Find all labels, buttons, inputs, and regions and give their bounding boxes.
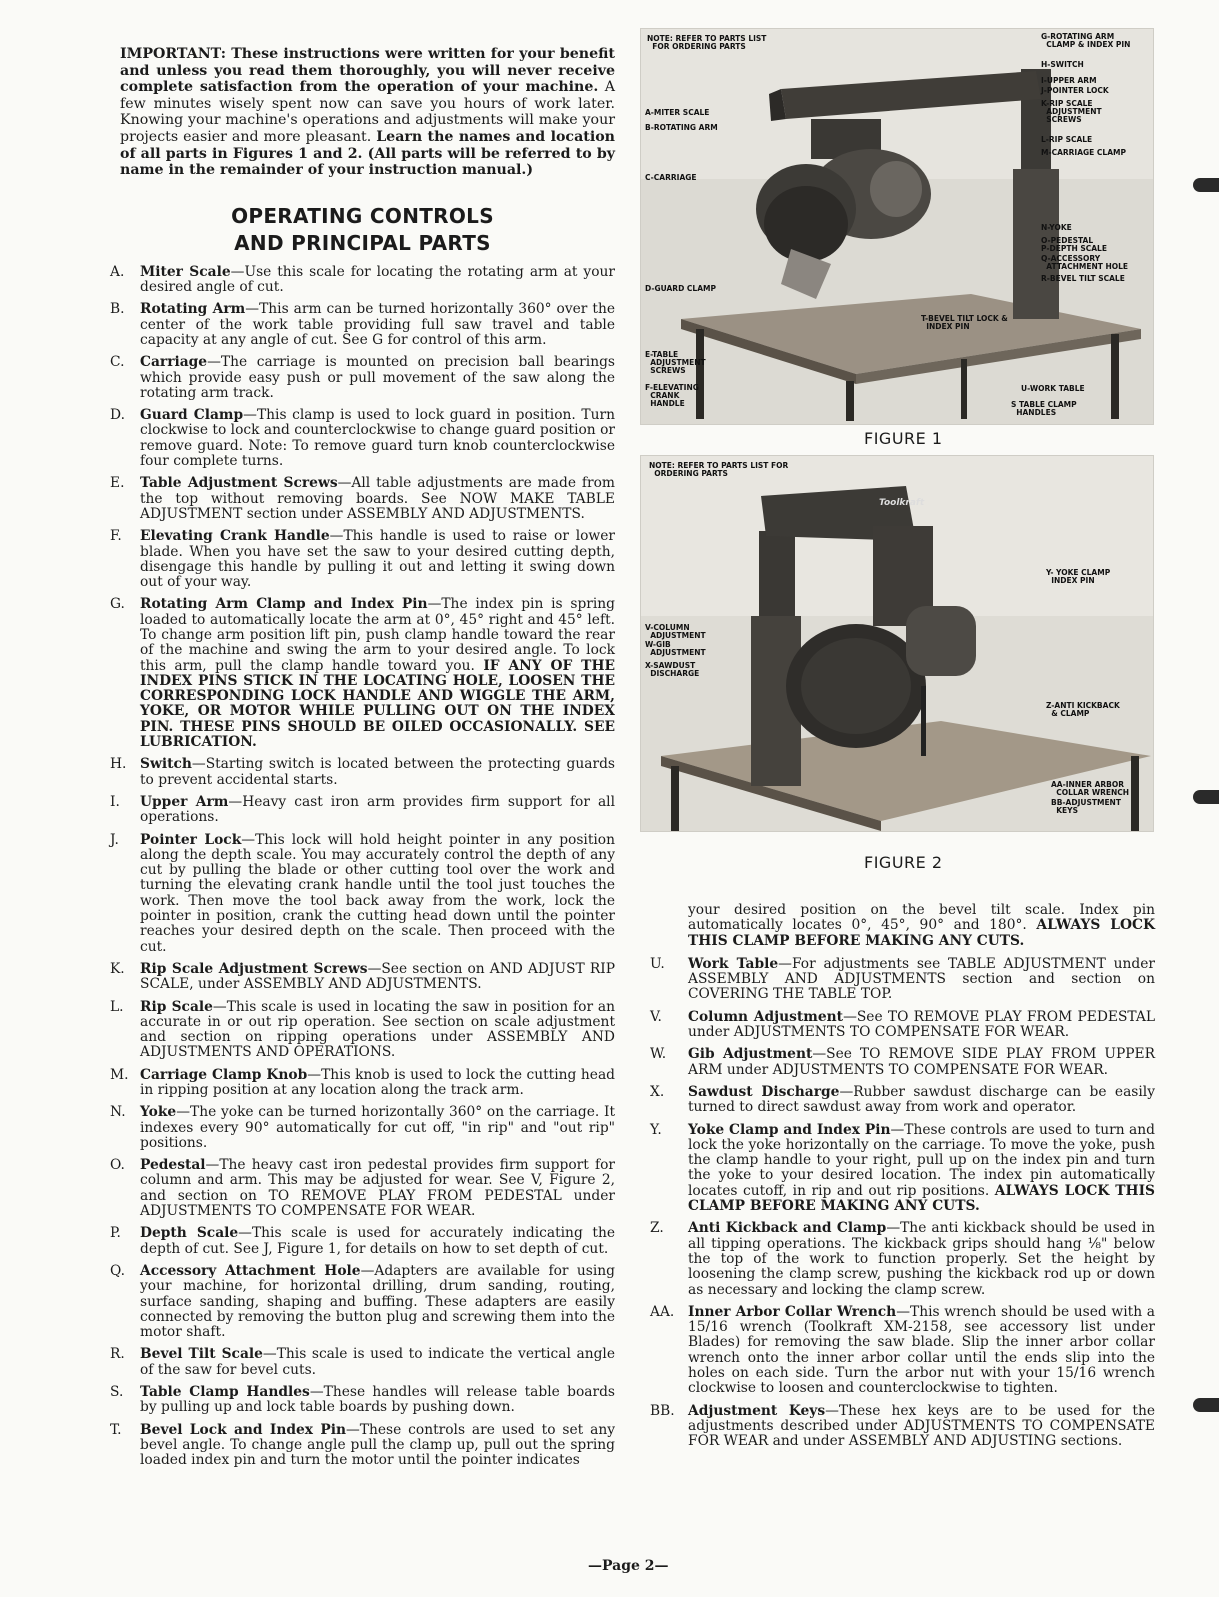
part-item bbox=[110, 1264, 615, 1340]
figure-callout-label: U-WORK TABLE bbox=[1021, 384, 1085, 393]
part-item bbox=[110, 795, 615, 826]
figure-2-caption: FIGURE 2 bbox=[864, 853, 943, 872]
part-letter: K. bbox=[110, 960, 125, 977]
part-item bbox=[650, 957, 1155, 1003]
part-item bbox=[650, 1123, 1155, 1215]
part-name: Rotating Arm bbox=[140, 301, 246, 318]
part-letter: V. bbox=[650, 1008, 662, 1025]
part-name: Pointer Lock bbox=[140, 831, 242, 848]
part-description bbox=[140, 597, 615, 750]
part-item bbox=[110, 529, 615, 590]
part-name: Guard Clamp bbox=[140, 407, 244, 424]
figure-callout-label: L-RIP SCALE bbox=[1041, 135, 1093, 144]
part-text: —This lock will hold height pointer in any position along the depth scale. You may accurately control the depth of any cut by pulling the blade or other cutting tool over the work and turning the elevating crank handle until the tool just touches the work. Then move the tool back away from the work, lock the pointer in position, crank the cutting head down until the pointer reaches your desired depth on the scale. Then proceed with the cut. bbox=[140, 831, 615, 955]
figure-1-photo bbox=[640, 28, 1154, 425]
part-item bbox=[110, 1385, 615, 1416]
part-item bbox=[110, 962, 615, 993]
part-letter: Q. bbox=[110, 1262, 126, 1279]
section-heading bbox=[110, 203, 615, 257]
part-text: —This scale is used in locating the saw in position for an accurate in or out rip operation. See section on scale adjustment and section on ripping operations under ASSEMBLY AND ADJUSTMENTS AND OPERATIONS. bbox=[140, 998, 615, 1061]
part-description bbox=[140, 757, 615, 788]
part-description bbox=[140, 1158, 615, 1219]
part-text: —For adjustments see TABLE ADJUSTMENT under ASSEMBLY AND ADJUSTMENTS section and section on COVERING THE TABLE TOP. bbox=[688, 955, 1156, 1003]
part-description bbox=[688, 1305, 1155, 1397]
part-description bbox=[140, 302, 615, 348]
part-letter: G. bbox=[110, 596, 125, 613]
part-letter: M. bbox=[110, 1066, 129, 1083]
figure-callout-label: B-ROTATING ARM bbox=[645, 123, 718, 132]
part-text: —The carriage is mounted on precision ball bearings which provide easy push or pull movement of the saw along the rotating arm track. bbox=[140, 354, 615, 401]
part-text: —All table adjustments are made from the top without removing boards. See NOW MAKE TABLE ADJUSTMENT section under ASSEMBLY AND ADJUSTMENTS. bbox=[140, 475, 616, 522]
part-name: Pedestal bbox=[140, 1157, 206, 1174]
part-text: —See section on AND ADJUST RIP SCALE, under ASSEMBLY AND ADJUSTMENTS. bbox=[140, 960, 615, 993]
part-description bbox=[140, 408, 615, 469]
part-item bbox=[110, 1423, 615, 1469]
part-item bbox=[650, 1010, 1155, 1041]
part-item bbox=[110, 355, 615, 401]
figure-callout-label: J-POINTER LOCK bbox=[1041, 86, 1109, 95]
part-letter: B. bbox=[110, 301, 125, 318]
part-description bbox=[688, 1010, 1155, 1041]
part-name: Work Table bbox=[688, 955, 779, 972]
part-description bbox=[688, 1085, 1155, 1116]
part-text: —The anti kickback should be used in all tipping operations. The kickback grips should hang ⅛" below the top of the work to function properly. Set the height by loosening the clamp screw, pushing the kickback rod up or down as necessary and locking the clamp screw. bbox=[688, 1220, 1155, 1298]
figure-2-brand: Toolkraft bbox=[879, 498, 925, 508]
part-letter: S. bbox=[110, 1384, 124, 1401]
continued-paragraph-t bbox=[688, 903, 1155, 949]
part-item bbox=[110, 1226, 615, 1257]
part-item bbox=[110, 1068, 615, 1099]
part-name: Rip Scale bbox=[140, 998, 213, 1015]
part-item bbox=[110, 1158, 615, 1219]
part-item bbox=[110, 265, 615, 296]
figure-1-caption: FIGURE 1 bbox=[864, 429, 943, 448]
part-name: Upper Arm bbox=[140, 793, 229, 810]
part-item bbox=[650, 1305, 1155, 1397]
part-item bbox=[110, 408, 615, 469]
part-letter: T. bbox=[110, 1421, 122, 1438]
part-item bbox=[110, 597, 615, 750]
part-text: —This clamp is used to lock guard in position. Turn clockwise to lock and counterclockwise to change guard position or remove guard. Note: To remove guard turn knob counterclockwise four complete turns. bbox=[140, 407, 615, 470]
part-letter: R. bbox=[110, 1346, 125, 1363]
part-description bbox=[140, 265, 615, 296]
part-name: Yoke Clamp and Index Pin bbox=[688, 1121, 891, 1138]
part-description bbox=[140, 1423, 615, 1469]
part-letter: J. bbox=[110, 831, 119, 848]
part-letter: N. bbox=[110, 1104, 126, 1121]
part-letter: U. bbox=[650, 955, 665, 972]
figure-callout-label: Q-ACCESSORY ATTACHMENT HOLE bbox=[1041, 254, 1128, 271]
part-letter: Z. bbox=[650, 1220, 664, 1237]
figure-callout-label: R-BEVEL TILT SCALE bbox=[1041, 274, 1125, 283]
part-name: Rip Scale Adjustment Screws bbox=[140, 960, 368, 977]
binder-tab-mark bbox=[1193, 178, 1219, 192]
figure-callout-label: D-GUARD CLAMP bbox=[645, 284, 716, 293]
part-description bbox=[140, 1000, 615, 1061]
part-letter: I. bbox=[110, 793, 120, 810]
continued-emphasis: ALWAYS LOCK THIS CLAMP BEFORE MAKING ANY CUTS. bbox=[688, 917, 1155, 949]
part-item bbox=[110, 476, 615, 522]
part-letter: X. bbox=[650, 1083, 665, 1100]
part-text: —These controls are used to set any bevel angle. To change angle pull the clamp up, pull out the spring loaded index pin and turn the motor until the pointer indicates bbox=[140, 1421, 615, 1469]
part-description bbox=[140, 1347, 615, 1378]
part-name: Gib Adjustment bbox=[688, 1046, 813, 1063]
part-name: Yoke bbox=[140, 1104, 177, 1121]
part-letter: L. bbox=[110, 998, 124, 1015]
part-letter: BB. bbox=[650, 1402, 675, 1419]
part-description bbox=[140, 1385, 615, 1416]
figure-callout-label: E-TABLE ADJUSTMENT SCREWS bbox=[645, 350, 706, 375]
part-description bbox=[140, 1105, 615, 1151]
figure-callout-label: G-ROTATING ARM CLAMP & INDEX PIN bbox=[1041, 32, 1131, 49]
part-text: —These controls are used to turn and lock the yoke horizontally on the carriage. To move the yoke, push the clamp handle to your right, pull up on the index pin and turn the yoke to your desired location. The index pin automatically locates cutoff, in rip and out rip positions. bbox=[688, 1121, 1155, 1199]
part-name: Table Adjustment Screws bbox=[140, 475, 338, 492]
part-text: —Adapters are available for using your machine, for horizontal drilling, drum sanding, routing, surface sanding, shaping and buffing. These adapters are easily connected by removing the button plug and screwing them into the motor shaft. bbox=[140, 1262, 615, 1341]
part-description bbox=[140, 833, 615, 955]
figure-callout-label: H-SWITCH bbox=[1041, 60, 1084, 69]
part-name: Carriage bbox=[140, 354, 208, 371]
part-name: Depth Scale bbox=[140, 1225, 239, 1242]
part-name: Elevating Crank Handle bbox=[140, 528, 330, 545]
part-letter: C. bbox=[110, 354, 125, 371]
part-item bbox=[650, 1221, 1155, 1297]
part-item bbox=[110, 302, 615, 348]
part-letter: Y. bbox=[650, 1121, 662, 1138]
figure-callout-label: S TABLE CLAMP HANDLES bbox=[1011, 400, 1077, 417]
figure-callout-label: M-CARRIAGE CLAMP bbox=[1041, 148, 1126, 157]
part-letter: A. bbox=[110, 263, 125, 280]
part-letter: E. bbox=[110, 475, 125, 492]
figure-callout-label: BB-ADJUSTMENT KEYS bbox=[1051, 798, 1121, 815]
figure-2-illustration bbox=[641, 456, 1153, 831]
part-letter: D. bbox=[110, 407, 125, 424]
part-name: Bevel Lock and Index Pin bbox=[140, 1421, 346, 1438]
part-description bbox=[688, 1221, 1155, 1297]
part-text: —This knob is used to lock the cutting head in ripping position at any location along the track arm. bbox=[140, 1066, 615, 1098]
binder-tab-mark bbox=[1193, 1398, 1219, 1412]
part-text: —Starting switch is located between the protecting guards to prevent accidental starts. bbox=[140, 756, 615, 788]
part-letter: P. bbox=[110, 1225, 121, 1242]
page-number: —Page 2— bbox=[588, 1558, 669, 1574]
part-name: Bevel Tilt Scale bbox=[140, 1346, 263, 1363]
part-description bbox=[688, 1047, 1155, 1078]
part-name: Adjustment Keys bbox=[688, 1402, 826, 1419]
right-column bbox=[650, 903, 1155, 1457]
part-name: Rotating Arm Clamp and Index Pin bbox=[140, 596, 428, 613]
figure-callout-label: A-MITER SCALE bbox=[645, 108, 710, 117]
intro-bold: IMPORTANT: These instructions were written for your benefit and unless you read them thoroughly, you will never receive complete satisfaction from the operation of your machine. bbox=[120, 46, 615, 96]
part-emphasis: ALWAYS LOCK THIS CLAMP BEFORE MAKING ANY CUTS. bbox=[688, 1182, 1155, 1215]
part-letter: O. bbox=[110, 1157, 125, 1174]
part-item bbox=[650, 1404, 1155, 1450]
figure-callout-label: C-CARRIAGE bbox=[645, 173, 697, 182]
part-text: —Rubber sawdust discharge can be easily turned to direct sawdust away from work and operator. bbox=[688, 1083, 1156, 1116]
figure-callout-label: K-RIP SCALE ADJUSTMENT SCREWS bbox=[1041, 99, 1102, 124]
part-text: —The yoke can be turned horizontally 360° on the carriage. It indexes every 90° automatically for cut off, "in rip" and "out rip" positions. bbox=[140, 1104, 615, 1151]
figure-2-photo bbox=[640, 455, 1154, 832]
figure-callout-label: V-COLUMN ADJUSTMENT bbox=[645, 623, 706, 640]
intro-normal: A few minutes wisely spent now can save you hours of work later. Knowing your machine's operations and adjustments will make your projects easier and more pleasant. bbox=[120, 79, 615, 145]
figure-callout-label: P-DEPTH SCALE bbox=[1041, 244, 1107, 253]
part-text: —This handle is used to raise or lower blade. When you have set the saw to your desired cutting depth, disengage this handle by pulling it out and letting it swing down out of your way. bbox=[140, 528, 615, 591]
figure-callout-label: W-GIB ADJUSTMENT bbox=[645, 640, 706, 657]
part-name: Miter Scale bbox=[140, 263, 231, 280]
part-text: —These handles will release table boards by pulling up and lock table boards by pushing down. bbox=[140, 1384, 615, 1416]
part-name: Accessory Attachment Hole bbox=[140, 1262, 361, 1279]
part-item bbox=[110, 757, 615, 788]
parts-list-left bbox=[110, 265, 615, 1469]
part-name: Inner Arbor Collar Wrench bbox=[688, 1303, 897, 1320]
part-item bbox=[650, 1047, 1155, 1078]
part-item bbox=[650, 1085, 1155, 1116]
figure-callout-label: O-PEDESTAL bbox=[1041, 236, 1094, 245]
part-item bbox=[110, 1347, 615, 1378]
part-description bbox=[140, 1264, 615, 1340]
part-text: —This scale is used to indicate the vertical angle of the saw for bevel cuts. bbox=[140, 1346, 615, 1378]
part-text: —This scale is used for accurately indicating the depth of cut. See J, Figure 1, for details on how to set depth of cut. bbox=[140, 1225, 615, 1257]
part-description bbox=[688, 957, 1155, 1003]
figure-callout-label: I-UPPER ARM bbox=[1041, 76, 1097, 85]
part-item bbox=[110, 1105, 615, 1151]
figure-2-note: NOTE: REFER TO PARTS LIST FOR ORDERING PARTS bbox=[649, 461, 789, 478]
figure-callout-label: N-YOKE bbox=[1041, 223, 1072, 232]
part-description bbox=[688, 1123, 1155, 1215]
figure-callout-label: X-SAWDUST DISCHARGE bbox=[645, 661, 700, 678]
part-name: Column Adjustment bbox=[688, 1008, 844, 1025]
part-letter: F. bbox=[110, 528, 122, 545]
part-emphasis: IF ANY OF THE INDEX PINS STICK IN THE LOCATING HOLE, LOOSEN THE CORRESPONDING LOCK HANDLE AND WIGGLE THE ARM, YOKE, OR MOTOR WHILE PULLING OUT ON THE INDEX PIN. THESE PINS SHOULD BE OILED OCCASIONALLY. SEE LUBRICATION. bbox=[140, 657, 615, 751]
intro-bold-2: Learn the names and location of all parts in Figures 1 and 2. (All parts will be referred to by name in the remainder of your instruction manual.) bbox=[120, 128, 615, 179]
part-letter: H. bbox=[110, 756, 127, 773]
part-description bbox=[140, 795, 615, 826]
heading-line-1: OPERATING CONTROLS bbox=[231, 203, 494, 228]
part-letter: AA. bbox=[650, 1303, 675, 1320]
binder-tab-mark bbox=[1193, 790, 1219, 804]
part-text: —The heavy cast iron pedestal provides firm support for column and arm. This may be adjusted for wear. See V, Figure 2, and section on TO REMOVE PLAY FROM PEDESTAL under ADJUSTMENTS TO COMPENSATE FOR WEAR. bbox=[140, 1157, 615, 1220]
part-text: —Use this scale for locating the rotating arm at your desired angle of cut. bbox=[140, 263, 615, 296]
figure-callout-label: F-ELEVATING CRANK HANDLE bbox=[645, 383, 699, 408]
part-item bbox=[110, 833, 615, 955]
parts-list-right bbox=[650, 957, 1155, 1450]
figure-callout-label: AA-INNER ARBOR COLLAR WRENCH bbox=[1051, 780, 1130, 797]
continued-text: your desired position on the bevel tilt scale. Index pin automatically locates 0°, 45°, 90° and 180°. bbox=[688, 902, 1155, 934]
part-text: —See TO REMOVE PLAY FROM PEDESTAL under ADJUSTMENTS TO COMPENSATE FOR WEAR. bbox=[688, 1008, 1155, 1041]
part-description bbox=[688, 1404, 1155, 1450]
part-text: —These hex keys are to be used for the adjustments described under ADJUSTMENTS TO COMPENSATE FOR WEAR and under ASSEMBLY AND ADJUSTING sections. bbox=[688, 1402, 1155, 1450]
part-name: Sawdust Discharge bbox=[688, 1083, 840, 1100]
part-description bbox=[140, 529, 615, 590]
part-text: —Heavy cast iron arm provides firm support for all operations. bbox=[140, 793, 616, 826]
part-description bbox=[140, 476, 615, 522]
part-description bbox=[140, 355, 615, 401]
figure-1-label-center: T-BEVEL TILT LOCK & INDEX PIN bbox=[921, 314, 1008, 331]
part-text: —This wrench should be used with a 15/16 wrench (Toolkraft XM-2158, see accessory list under Blades) for removing the saw blade. Slip the inner arbor collar wrench onto the inner arbor collar until the ends slip into the holes on each side. Turn the arbor nut with your 15/16 wrench clockwise to loosen and counterclockwise to tighten. bbox=[688, 1303, 1155, 1397]
part-description bbox=[140, 1226, 615, 1257]
part-name: Carriage Clamp Knob bbox=[140, 1066, 308, 1083]
part-letter: W. bbox=[650, 1046, 667, 1063]
part-description bbox=[140, 1068, 615, 1099]
left-column bbox=[110, 46, 615, 1476]
intro-paragraph bbox=[120, 46, 615, 179]
figure-1-note: NOTE: REFER TO PARTS LIST FOR ORDERING PARTS bbox=[647, 34, 767, 51]
part-name: Anti Kickback and Clamp bbox=[688, 1220, 887, 1237]
part-description bbox=[140, 962, 615, 993]
part-text: —See TO REMOVE SIDE PLAY FROM UPPER ARM under ADJUSTMENTS TO COMPENSATE FOR WEAR. bbox=[688, 1046, 1155, 1078]
part-name: Switch bbox=[140, 756, 192, 773]
part-text: —The index pin is spring loaded to automatically locate the arm at 0°, 45° right and 45° left. To change arm position lift pin, push clamp handle toward the rear of the machine and swing the arm to your desired angle. To lock this arm, pull the clamp handle toward you. bbox=[140, 596, 615, 674]
part-name: Table Clamp Handles bbox=[140, 1384, 310, 1401]
part-item bbox=[110, 1000, 615, 1061]
part-text: —This arm can be turned horizontally 360° over the center of the work table providing full saw travel and table capacity at any angle of cut. See G for control of this arm. bbox=[140, 301, 615, 348]
heading-line-2: AND PRINCIPAL PARTS bbox=[234, 230, 491, 255]
figure-callout-label: Z-ANTI KICKBACK & CLAMP bbox=[1046, 701, 1120, 718]
figure-callout-label: Y- YOKE CLAMP INDEX PIN bbox=[1046, 568, 1111, 585]
